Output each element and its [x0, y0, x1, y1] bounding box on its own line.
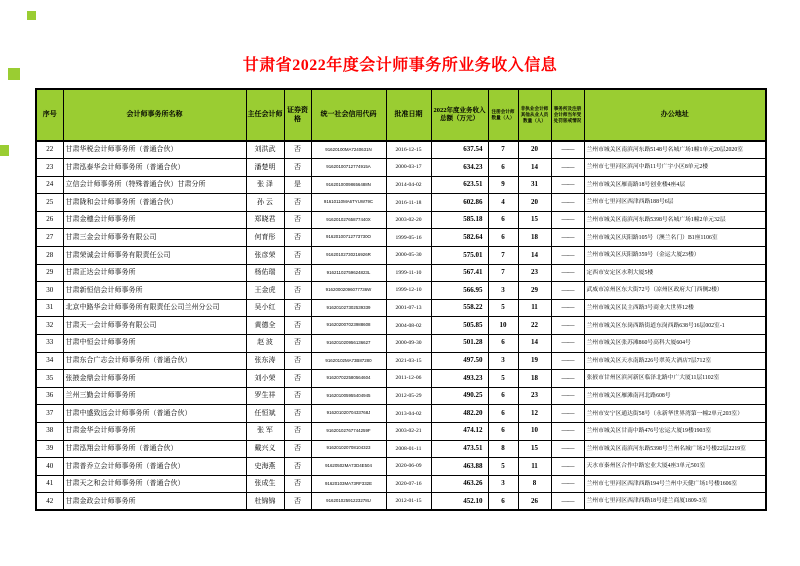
cell-securities: 否 — [284, 423, 311, 441]
cell-penalty: —— — [551, 194, 584, 212]
cell-address: 定西市安定区水利大厦5楼 — [584, 264, 766, 282]
cell-other_count: 14 — [518, 247, 551, 265]
cell-other_count: 14 — [518, 159, 551, 177]
cell-no: 29 — [36, 264, 63, 282]
table-row — [36, 282, 766, 300]
cell-other_count: 10 — [518, 423, 551, 441]
cell-credit_code: 91620102767744259F — [311, 423, 386, 441]
cell-chief: 戴兴义 — [246, 440, 284, 458]
cell-name: 立信会计师事务所（特殊普通合伙）甘肃分所 — [63, 176, 246, 194]
cell-address: 兰州市城关区张苏滩860号高科大厦604号 — [584, 335, 766, 353]
cell-name: 甘肃普乔立会计师事务所（普通合伙） — [63, 458, 246, 476]
cell-address: 天水市秦州区合作中路宏业大厦4座3单元501室 — [584, 458, 766, 476]
cell-name: 甘肃华税会计师事务所（普通合伙） — [63, 141, 246, 159]
green-marker — [0, 145, 9, 156]
column-header-income: 2022年度业务收入总额（万元） — [431, 89, 488, 141]
cell-credit_code: 916201020708104323 — [311, 440, 386, 458]
cell-no: 25 — [36, 194, 63, 212]
cell-name: 甘肃金华会计师事务所 — [63, 423, 246, 441]
cell-penalty: —— — [551, 229, 584, 247]
cell-cpa_count: 6 — [488, 229, 518, 247]
cell-securities: 否 — [284, 440, 311, 458]
cell-address: 兰州市城关区雁南路18号创业楼4座4层 — [584, 176, 766, 194]
cell-approval_date: 2008-01-11 — [386, 440, 431, 458]
cell-cpa_count: 3 — [488, 282, 518, 300]
cell-securities: 否 — [284, 159, 311, 177]
cell-income: 567.41 — [431, 264, 488, 282]
cell-credit_code: 91620100MA7240631N — [311, 141, 386, 159]
cell-securities: 否 — [284, 335, 311, 353]
cell-chief: 孙 云 — [246, 194, 284, 212]
cell-securities: 否 — [284, 299, 311, 317]
cell-penalty: —— — [551, 387, 584, 405]
cell-penalty: —— — [551, 458, 584, 476]
cell-name: 甘肃新恒信会计师事务所 — [63, 282, 246, 300]
cell-address: 兰州市城关区南滨河东路5398号兰州名城广场2号楼22层2219室 — [584, 440, 766, 458]
cell-approval_date: 2004-08-02 — [386, 317, 431, 335]
cell-chief: 郑晓君 — [246, 211, 284, 229]
table-row — [36, 335, 766, 353]
cell-credit_code: 916202007023988608 — [311, 317, 386, 335]
cell-other_count: 20 — [518, 141, 551, 159]
cell-credit_code: 91620102730216926R — [311, 247, 386, 265]
cell-name: 张掖金鼎会计师事务所 — [63, 370, 246, 388]
cell-other_count: 29 — [518, 282, 551, 300]
cell-address: 兰州市七里河区西津西路18号建兰商厦1809-3室 — [584, 493, 766, 511]
cell-approval_date: 1999-11-10 — [386, 264, 431, 282]
cell-chief: 赵 波 — [246, 335, 284, 353]
cell-cpa_count: 6 — [488, 387, 518, 405]
cell-no: 33 — [36, 335, 63, 353]
table-row — [36, 211, 766, 229]
cell-securities: 否 — [284, 247, 311, 265]
cell-income: 501.28 — [431, 335, 488, 353]
cell-address: 兰州市城关区民主西路3号商业大世界12楼 — [584, 299, 766, 317]
cell-income: 566.95 — [431, 282, 488, 300]
cell-chief: 杜锦锦 — [246, 493, 284, 511]
cell-income: 482.20 — [431, 405, 488, 423]
cell-penalty: —— — [551, 211, 584, 229]
cell-approval_date: 2000-05-30 — [386, 247, 431, 265]
cell-cpa_count: 8 — [488, 440, 518, 458]
cell-cpa_count: 9 — [488, 176, 518, 194]
cell-cpa_count: 7 — [488, 141, 518, 159]
cell-approval_date: 2020-07-16 — [386, 475, 431, 493]
table-row — [36, 458, 766, 476]
cell-chief: 张 泽 — [246, 176, 284, 194]
cell-chief: 杨佑瑞 — [246, 264, 284, 282]
column-header-address: 办公地址 — [584, 89, 766, 141]
cell-name: 甘肃陇和会计师事务所（普通合伙） — [63, 194, 246, 212]
cell-penalty: —— — [551, 247, 584, 265]
table-row — [36, 159, 766, 177]
cell-address: 兰州市城关区庆阳路359号（金运大厦23楼） — [584, 247, 766, 265]
cell-other_count: 14 — [518, 335, 551, 353]
cell-securities: 否 — [284, 141, 311, 159]
cell-income: 575.01 — [431, 247, 488, 265]
cell-approval_date: 2011-12-06 — [386, 370, 431, 388]
cell-other_count: 18 — [518, 229, 551, 247]
column-header-securities: 证券资格 — [284, 89, 311, 141]
table-row — [36, 299, 766, 317]
cell-no: 22 — [36, 141, 63, 159]
cell-securities: 否 — [284, 211, 311, 229]
table-row — [36, 264, 766, 282]
cell-securities: 否 — [284, 387, 311, 405]
cell-credit_code: 91620100712774915A — [311, 159, 386, 177]
cell-credit_code: 91620100712773730O — [311, 229, 386, 247]
cell-approval_date: 2012-01-15 — [386, 493, 431, 511]
table-row — [36, 194, 766, 212]
cell-securities: 否 — [284, 282, 311, 300]
cell-chief: 黄德全 — [246, 317, 284, 335]
cell-income: 558.22 — [431, 299, 488, 317]
cell-no: 38 — [36, 423, 63, 441]
column-header-name: 会计师事务所名称 — [63, 89, 246, 141]
cell-credit_code: 916201005955404945 — [311, 387, 386, 405]
cell-no: 23 — [36, 159, 63, 177]
cell-income: 634.23 — [431, 159, 488, 177]
cell-address: 兰州市城关区雁滩南河北路608号 — [584, 387, 766, 405]
cell-penalty: —— — [551, 352, 584, 370]
cell-penalty: —— — [551, 317, 584, 335]
cell-other_count: 22 — [518, 317, 551, 335]
cell-securities: 否 — [284, 475, 311, 493]
cell-address: 兰州市城关区天水南路226号翠英大酒店7层712室 — [584, 352, 766, 370]
cell-securities: 否 — [284, 194, 311, 212]
table-row — [36, 370, 766, 388]
cell-penalty: —— — [551, 299, 584, 317]
cell-name: 甘肃金穗会计师事务所 — [63, 211, 246, 229]
cell-other_count: 19 — [518, 352, 551, 370]
cell-credit_code: 91620102765877440X — [311, 211, 386, 229]
green-marker — [27, 11, 36, 20]
cell-chief: 王金虎 — [246, 282, 284, 300]
cell-no: 40 — [36, 458, 63, 476]
cell-no: 32 — [36, 317, 63, 335]
cell-cpa_count: 3 — [488, 475, 518, 493]
firm-income-table — [35, 88, 767, 511]
table-row — [36, 229, 766, 247]
cell-address: 兰州市城关区南滨河东路5148号名城广场1幢1单元20层2020室 — [584, 141, 766, 159]
table-header-row — [36, 89, 766, 141]
cell-other_count: 26 — [518, 493, 551, 511]
cell-other_count: 11 — [518, 299, 551, 317]
column-header-no: 序号 — [36, 89, 63, 141]
table-row — [36, 493, 766, 511]
cell-name: 北京中路华会计师事务所有限责任公司兰州分公司 — [63, 299, 246, 317]
table-row — [36, 176, 766, 194]
cell-income: 493.23 — [431, 370, 488, 388]
cell-name: 甘肃天之和会计师事务所（普通合伙） — [63, 475, 246, 493]
cell-approval_date: 1999-05-16 — [386, 229, 431, 247]
cell-cpa_count: 6 — [488, 335, 518, 353]
cell-credit_code: 91620102MA73B87280 — [311, 352, 386, 370]
cell-penalty: —— — [551, 440, 584, 458]
cell-approval_date: 1999-12-10 — [386, 282, 431, 300]
cell-no: 35 — [36, 370, 63, 388]
table-row — [36, 423, 766, 441]
cell-approval_date: 2001-07-13 — [386, 299, 431, 317]
table-row — [36, 405, 766, 423]
cell-securities: 否 — [284, 458, 311, 476]
cell-securities: 是 — [284, 176, 311, 194]
cell-name: 甘肃东合广志会计师事务所（普通合伙） — [63, 352, 246, 370]
cell-other_count: 12 — [518, 405, 551, 423]
cell-address: 兰州市七里河区西津西路188号6层 — [584, 194, 766, 212]
cell-name: 甘肃三金会计师事务有限公司 — [63, 229, 246, 247]
column-header-credit_code: 统一社会信用代码 — [311, 89, 386, 141]
cell-penalty: —— — [551, 335, 584, 353]
cell-securities: 否 — [284, 493, 311, 511]
table-row — [36, 475, 766, 493]
cell-name: 甘肃中恒会计师事务所 — [63, 335, 246, 353]
cell-penalty: —— — [551, 493, 584, 511]
cell-no: 28 — [36, 247, 63, 265]
table-row — [36, 141, 766, 159]
cell-income: 623.51 — [431, 176, 488, 194]
cell-credit_code: 91620103MA73RF332E — [311, 475, 386, 493]
cell-no: 27 — [36, 229, 63, 247]
cell-approval_date: 2003-02-21 — [386, 423, 431, 441]
cell-other_count: 15 — [518, 211, 551, 229]
table-row — [36, 352, 766, 370]
cell-income: 452.10 — [431, 493, 488, 511]
cell-income: 585.18 — [431, 211, 488, 229]
cell-address: 兰州市城关区南滨河东路5398号名城广场1幢2单元32层 — [584, 211, 766, 229]
cell-cpa_count: 6 — [488, 405, 518, 423]
cell-other_count: 20 — [518, 194, 551, 212]
cell-chief: 张成生 — [246, 475, 284, 493]
cell-cpa_count: 5 — [488, 370, 518, 388]
cell-cpa_count: 3 — [488, 352, 518, 370]
cell-chief: 罗生祥 — [246, 387, 284, 405]
cell-securities: 否 — [284, 352, 311, 370]
cell-securities: 否 — [284, 370, 311, 388]
cell-address: 兰州市七里河区滨河中路11号广宇小区8单元2楼 — [584, 159, 766, 177]
cell-chief: 张东涛 — [246, 352, 284, 370]
cell-credit_code: 91620002096077736W — [311, 282, 386, 300]
cell-income: 463.26 — [431, 475, 488, 493]
cell-other_count: 11 — [518, 458, 551, 476]
cell-income: 505.85 — [431, 317, 488, 335]
column-header-cpa_count: 注册会计师数量（人） — [488, 89, 518, 141]
cell-penalty: —— — [551, 405, 584, 423]
cell-chief: 刘洪武 — [246, 141, 284, 159]
cell-securities: 否 — [284, 229, 311, 247]
table-row — [36, 387, 766, 405]
cell-no: 24 — [36, 176, 63, 194]
cell-name: 甘肃泓翔会计师事务所（普通合伙） — [63, 440, 246, 458]
page-title: 甘肃省2022年度会计师事务所业务收入信息 — [242, 57, 558, 74]
cell-income: 463.88 — [431, 458, 488, 476]
cell-no: 41 — [36, 475, 63, 493]
cell-chief: 张彦荣 — [246, 247, 284, 265]
cell-securities: 否 — [284, 264, 311, 282]
cell-approval_date: 2013-04-02 — [386, 405, 431, 423]
cell-name: 兰州三勤会计师事务所 — [63, 387, 246, 405]
cell-approval_date: 2021-03-15 — [386, 352, 431, 370]
cell-income: 582.64 — [431, 229, 488, 247]
cell-cpa_count: 6 — [488, 159, 518, 177]
cell-name: 甘肃泓泰华会计师事务所（普通合伙） — [63, 159, 246, 177]
cell-address: 兰州市安宁区通达街58号（永新华世界湾第一幢2单元203室） — [584, 405, 766, 423]
cell-cpa_count: 7 — [488, 247, 518, 265]
cell-income: 473.51 — [431, 440, 488, 458]
cell-credit_code: 91620102070433768J — [311, 405, 386, 423]
cell-credit_code: 916201020956136627 — [311, 335, 386, 353]
cell-penalty: —— — [551, 282, 584, 300]
table-body — [36, 141, 766, 510]
cell-approval_date: 2003-02-20 — [386, 211, 431, 229]
cell-no: 31 — [36, 299, 63, 317]
cell-other_count: 23 — [518, 387, 551, 405]
cell-penalty: —— — [551, 264, 584, 282]
cell-chief: 刘小荣 — [246, 370, 284, 388]
cell-approval_date: 2020-06-09 — [386, 458, 431, 476]
cell-approval_date: 2014-04-02 — [386, 176, 431, 194]
cell-no: 42 — [36, 493, 63, 511]
cell-address: 兰州市七里河区西津西路194号兰州中天健广场1号楼1606室 — [584, 475, 766, 493]
cell-no: 26 — [36, 211, 63, 229]
cell-credit_code: 91620100098656488N — [311, 176, 386, 194]
cell-address: 张掖市甘州区滨河新区临泽北路中广大厦11层1102室 — [584, 370, 766, 388]
cell-name: 甘肃荣诚会计师事务有限责任公司 — [63, 247, 246, 265]
cell-income: 602.86 — [431, 194, 488, 212]
cell-income: 474.12 — [431, 423, 488, 441]
cell-other_count: 23 — [518, 264, 551, 282]
cell-cpa_count: 5 — [488, 299, 518, 317]
column-header-approval_date: 批准日期 — [386, 89, 431, 141]
cell-credit_code: 916207022580564604 — [311, 370, 386, 388]
table-row — [36, 440, 766, 458]
column-header-penalty: 事务所及注册会计师当年受处罚惩戒情况 — [551, 89, 584, 141]
cell-cpa_count: 7 — [488, 264, 518, 282]
cell-chief: 史海燕 — [246, 458, 284, 476]
cell-other_count: 15 — [518, 440, 551, 458]
cell-chief: 任恒斌 — [246, 405, 284, 423]
cell-address: 兰州市城关区东岗西路街道东岗西路638号16层002室-1 — [584, 317, 766, 335]
cell-name: 甘肃中盛致远会计师事务所（普通合伙） — [63, 405, 246, 423]
cell-address: 兰州市城关区甘南中路476号宏运大厦19楼1903室 — [584, 423, 766, 441]
column-header-chief: 主任会计师 — [246, 89, 284, 141]
cell-no: 36 — [36, 387, 63, 405]
cell-cpa_count: 4 — [488, 194, 518, 212]
table-row — [36, 247, 766, 265]
cell-address: 兰州市城关区庆阳路105号（澳兰名门）B1座1106室 — [584, 229, 766, 247]
cell-credit_code: 916201027302539339 — [311, 299, 386, 317]
cell-penalty: —— — [551, 176, 584, 194]
cell-securities: 否 — [284, 317, 311, 335]
cell-penalty: —— — [551, 370, 584, 388]
cell-credit_code: 91621102759624823L — [311, 264, 386, 282]
cell-no: 39 — [36, 440, 63, 458]
table-row — [36, 317, 766, 335]
cell-name: 甘肃金政会计师事务所 — [63, 493, 246, 511]
cell-credit_code: 91620502MA73D4E504 — [311, 458, 386, 476]
cell-income: 490.25 — [431, 387, 488, 405]
cell-credit_code: 91620102591223278U — [311, 493, 386, 511]
cell-penalty: —— — [551, 423, 584, 441]
cell-chief: 吴小红 — [246, 299, 284, 317]
cell-penalty: —— — [551, 159, 584, 177]
cell-credit_code: 91610110MA6TYUW79C — [311, 194, 386, 212]
cell-other_count: 8 — [518, 475, 551, 493]
cell-name: 甘肃天一会计师事务有限公司 — [63, 317, 246, 335]
cell-other_count: 31 — [518, 176, 551, 194]
cell-cpa_count: 5 — [488, 458, 518, 476]
cell-approval_date: 2000-03-17 — [386, 159, 431, 177]
cell-cpa_count: 6 — [488, 493, 518, 511]
cell-approval_date: 2012-05-29 — [386, 387, 431, 405]
cell-other_count: 18 — [518, 370, 551, 388]
cell-address: 武威市凉州区东大街72号（凉州区政府大门西侧2楼） — [584, 282, 766, 300]
cell-no: 34 — [36, 352, 63, 370]
cell-approval_date: 2016-11-18 — [386, 194, 431, 212]
cell-income: 497.50 — [431, 352, 488, 370]
cell-no: 37 — [36, 405, 63, 423]
cell-cpa_count: 10 — [488, 317, 518, 335]
cell-approval_date: 2000-09-30 — [386, 335, 431, 353]
cell-cpa_count: 6 — [488, 211, 518, 229]
cell-securities: 否 — [284, 405, 311, 423]
cell-penalty: —— — [551, 141, 584, 159]
cell-chief: 张 军 — [246, 423, 284, 441]
cell-chief: 潘楚明 — [246, 159, 284, 177]
cell-approval_date: 2016-12-15 — [386, 141, 431, 159]
cell-name: 甘肃正达会计师事务所 — [63, 264, 246, 282]
cell-income: 637.54 — [431, 141, 488, 159]
cell-chief: 何育彤 — [246, 229, 284, 247]
cell-no: 30 — [36, 282, 63, 300]
cell-cpa_count: 6 — [488, 423, 518, 441]
cell-penalty: —— — [551, 475, 584, 493]
column-header-other_count: 非执业会计师其他从业人员数量（人） — [518, 89, 551, 141]
